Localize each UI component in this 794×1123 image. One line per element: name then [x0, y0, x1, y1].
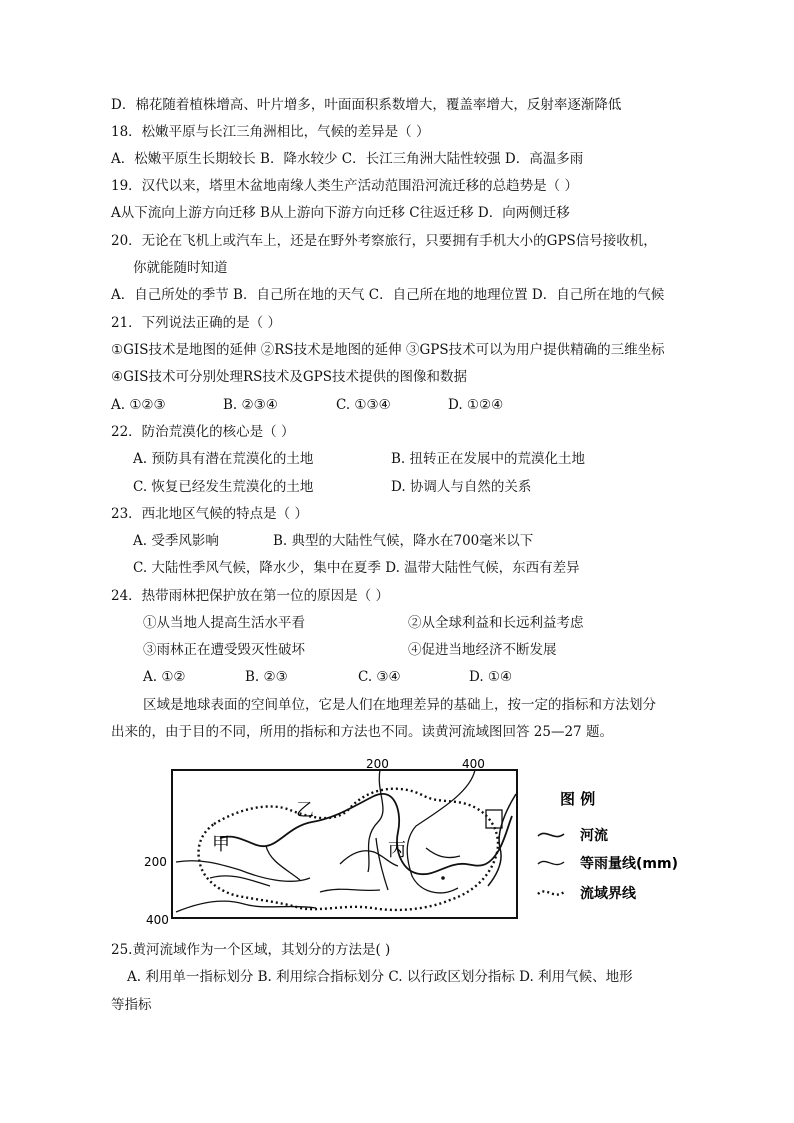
q23-option-cd: C. 大陆性季风气候，降水少，集中在夏季 D. 温带大陆性气候，东西有差异: [133, 560, 580, 576]
q24-option-a: A. ①②: [143, 669, 186, 685]
q21-option-c: C. ①③④: [336, 397, 391, 413]
isohyet-label-200-left: 200: [144, 855, 167, 869]
coastline: [488, 794, 516, 886]
q20-stem: 20．无论在飞机上或汽车上，还是在野外考察旅行，只要拥有手机大小的GPS信号接收机，: [111, 233, 657, 249]
river-tributary: [426, 848, 460, 858]
isohyet-label-400-left: 400: [146, 913, 169, 927]
q24-option-b: B. ②③: [245, 669, 288, 685]
city-dot: [441, 876, 445, 880]
river-main: [220, 794, 512, 874]
q18-stem: 18．松嫩平原与长江三角洲相比，气候的差异是（ ）: [111, 124, 430, 140]
q24-stem: 24．热带雨林把保护放在第一位的原因是（ ）: [111, 588, 389, 604]
q23-option-b: B. 典型的大陆性气候，降水在700毫米以下: [273, 533, 534, 549]
q24-statement-1: ①从当地人提高生活水平看: [143, 615, 305, 631]
region-label-jia: 甲: [212, 834, 230, 855]
legend-isohyet-label: 等雨量线(mm): [580, 856, 678, 872]
passage-line-1: 区域是地球表面的空间单位，它是人们在地理差异的基础上，按一定的指标和方法划分: [143, 697, 656, 713]
legend-title: 图 例: [560, 790, 596, 808]
river-tributary: [376, 838, 388, 890]
q23-option-a: A. 受季风影响: [133, 533, 219, 549]
q19-options: A从下流向上游方向迁移 B从上游向下游方向迁移 C往返迁移 D．向两侧迁移: [111, 205, 570, 221]
q24-statement-3: ③雨林正在遭受毁灭性破坏: [143, 642, 305, 658]
legend-river-symbol: [538, 833, 564, 836]
legend-river-label: 河流: [580, 828, 608, 844]
q21-stem: 21．下列说法正确的是（ ）: [111, 315, 281, 331]
q22-option-b: B. 扭转正在发展中的荒漠化土地: [391, 451, 586, 467]
q24-statement-2: ②从全球利益和长远利益考虑: [408, 615, 584, 631]
q25-stem: 25.黄河流域作为一个区域，其划分的方法是( ): [111, 942, 391, 958]
river-tributary: [320, 889, 380, 892]
legend-boundary-symbol: [538, 891, 564, 894]
q21-option-b: B. ②③④: [223, 397, 278, 413]
q19-stem: 19．汉代以来，塔里木盆地南缘人类生产活动范围沿河流迁移的总趋势是（ ）: [111, 178, 578, 194]
q22-stem: 22．防治荒漠化的核心是（ ）: [111, 424, 295, 440]
legend-boundary-label: 流域界线: [580, 886, 636, 902]
q24-option-d: D. ①④: [469, 669, 513, 685]
q21-option-d: D. ①②④: [448, 397, 504, 413]
q22-option-a: A. 预防具有潜在荒漠化的土地: [133, 451, 314, 467]
q21-option-a: A. ①②③: [111, 397, 166, 413]
q24-statement-4: ④促进当地经济不断发展: [408, 642, 557, 658]
isohyet-label-400-top: 400: [462, 757, 485, 771]
q22-option-c: C. 恢复已经发生荒漠化的土地: [133, 479, 314, 495]
q20-stem-cont: 你就能随时知道: [133, 260, 228, 276]
q21-statements-2: ④GIS技术可分别处理RS技术及GPS技术提供的图像和数据: [111, 369, 467, 385]
q25-options: A. 利用单一指标划分 B. 利用综合指标划分 C. 以行政区划分指标 D. 利用气候、地形: [127, 969, 633, 985]
region-label-yi: 乙: [296, 800, 314, 821]
q23-stem: 23．西北地区气候的特点是（ ）: [111, 506, 308, 522]
river-tributary: [266, 846, 300, 880]
q25-options-cont: 等指标: [111, 997, 152, 1013]
q24-option-c: C. ③④: [358, 669, 401, 685]
q17-option-d: D．棉花随着植株增高、叶片增多，叶面面积系数增大，覆盖率增大，反射率逐渐降低: [111, 97, 622, 113]
basin-boundary: [199, 789, 498, 910]
isohyet-200: [368, 770, 383, 872]
q20-options: A．自己所处的季节 B．自己所在地的天气 C．自己所在地的地理位置 D．自己所在地的气候: [111, 287, 665, 303]
region-label-bing: 丙: [388, 840, 406, 861]
q22-option-d: D. 协调人与自然的关系: [391, 479, 532, 495]
river-mouth-marker: [486, 810, 502, 828]
legend-isohyet-symbol: [538, 861, 564, 864]
passage-line-2: 出来的，由于目的不同，所用的指标和方法也不同。读黄河流域图回答 25—27 题。: [111, 724, 613, 740]
isohyet-label-200-top: 200: [366, 757, 389, 771]
yellow-river-basin-map: [140, 752, 700, 927]
q21-statements-1: ①GIS技术是地图的延伸 ②RS技术是地图的延伸 ③GPS技术可以为用户提供精确的三维坐标: [111, 342, 665, 358]
q18-options: A．松嫩平原生长期较长 B．降水较少 C．长江三角洲大陆性较强 D．高温多雨: [111, 151, 584, 167]
isohyet-400-west: [176, 901, 316, 912]
